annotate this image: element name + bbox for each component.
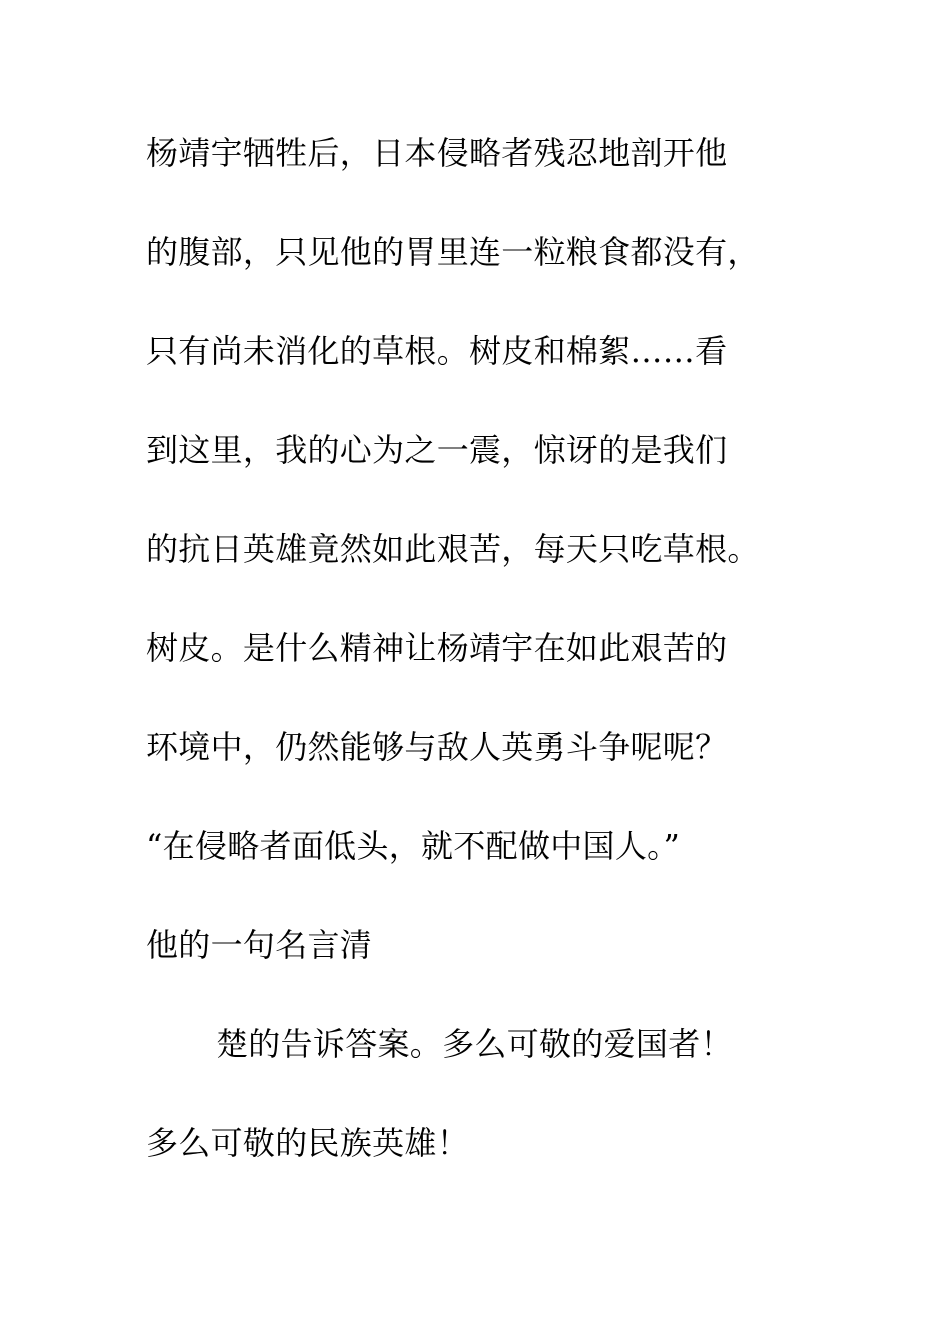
- text-line-11: 多么可敬的民族英雄！: [146, 1124, 470, 1162]
- text-line-10: 楚的告诉答案。多么可敬的爱国者！: [216, 1025, 733, 1063]
- text-line-7: 环境中，仍然能够与敌人英勇斗争呢呢？: [146, 728, 728, 766]
- text-line-5: 的抗日英雄竟然如此艰苦，每天只吃草根。: [146, 530, 760, 568]
- text-line-3: 只有尚未消化的草根。树皮和棉絮……看: [146, 332, 728, 370]
- text-line-9: 他的一句名言清: [146, 926, 373, 964]
- text-line-6: 树皮。是什么精神让杨靖宇在如此艰苦的: [146, 629, 728, 667]
- text-line-4: 到这里，我的心为之一震，惊讶的是我们: [146, 431, 728, 469]
- text-line-1: 杨靖宇牺牲后，日本侵略者残忍地剖开他: [146, 134, 728, 172]
- text-line-2: 的腹部，只见他的胃里连一粒粮食都没有，: [146, 233, 760, 271]
- text-line-8: “在侵略者面低头，就不配做中国人。”: [146, 827, 681, 865]
- body-text: [146, 126, 846, 1215]
